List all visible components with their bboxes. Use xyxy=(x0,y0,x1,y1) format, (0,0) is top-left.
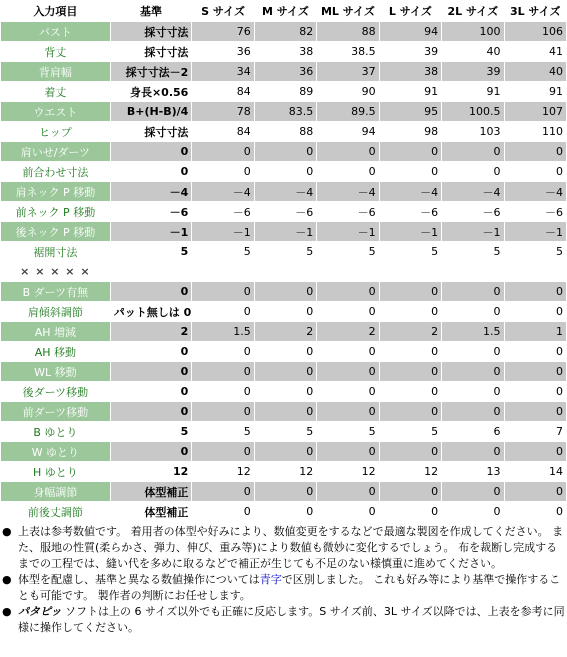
standard-cell: 0 xyxy=(111,362,192,381)
table-row xyxy=(1,162,566,181)
size-value-cell: 12 xyxy=(380,462,441,481)
standard-cell: 体型補正 xyxy=(111,482,192,501)
size-value-cell: 1.5 xyxy=(192,322,253,341)
size-value-cell: 103 xyxy=(442,122,503,141)
size-value-cell: 0 xyxy=(255,302,316,321)
size-value-cell: 41 xyxy=(505,42,566,61)
row-label: 前ダーツ移動 xyxy=(1,402,110,421)
size-value-cell: 36 xyxy=(192,42,253,61)
size-value-cell: 2 xyxy=(255,322,316,341)
row-label: 肩傾斜調節 xyxy=(1,302,110,321)
blue-text-keyword: 青字 xyxy=(259,573,282,586)
size-value-cell: 0 xyxy=(442,142,503,161)
size-value-cell: 107 xyxy=(505,102,566,121)
size-value-cell: 83.5 xyxy=(255,102,316,121)
size-value-cell: 0 xyxy=(192,302,253,321)
table-row xyxy=(1,142,566,161)
size-value-cell: 0 xyxy=(317,502,378,521)
size-value-cell: 94 xyxy=(317,122,378,141)
note-item xyxy=(0,604,567,636)
size-value-cell: 40 xyxy=(442,42,503,61)
standard-cell: 体型補正 xyxy=(111,502,192,521)
size-value-cell xyxy=(380,262,441,281)
size-value-cell: 88 xyxy=(255,122,316,141)
row-label: 裾開寸法 xyxy=(1,242,110,261)
standard-cell: 0 xyxy=(111,402,192,421)
size-value-cell: 0 xyxy=(317,482,378,501)
size-value-cell: －4 xyxy=(380,182,441,201)
size-value-cell: 0 xyxy=(442,382,503,401)
size-value-cell: 13 xyxy=(442,462,503,481)
standard-cell: B+(H-B)/4 xyxy=(111,102,192,121)
size-value-cell: －4 xyxy=(255,182,316,201)
standard-cell: 採寸寸法 xyxy=(111,42,192,61)
size-value-cell: －1 xyxy=(380,222,441,241)
header-standard: 基準 xyxy=(111,1,192,21)
size-value-cell: 38.5 xyxy=(317,42,378,61)
standard-cell: －4 xyxy=(111,182,192,201)
standard-cell: 採寸寸法 xyxy=(111,122,192,141)
size-value-cell: 84 xyxy=(192,82,253,101)
row-label: ウエスト xyxy=(1,102,110,121)
size-value-cell: 0 xyxy=(442,502,503,521)
size-value-cell: 0 xyxy=(442,482,503,501)
table-row xyxy=(1,82,566,101)
row-label: 前合わせ寸法 xyxy=(1,162,110,181)
size-value-cell: 100 xyxy=(442,22,503,41)
standard-cell: 身長×0.56 xyxy=(111,82,192,101)
size-value-cell: 0 xyxy=(505,162,566,181)
size-value-cell: 98 xyxy=(380,122,441,141)
size-value-cell: 0 xyxy=(255,362,316,381)
header-size-m: M サイズ xyxy=(255,1,316,21)
size-value-cell: 0 xyxy=(380,142,441,161)
row-label: B ゆとり xyxy=(1,422,110,441)
size-value-cell: 0 xyxy=(192,162,253,181)
size-value-cell: 38 xyxy=(255,42,316,61)
size-value-cell: 2 xyxy=(317,322,378,341)
size-value-cell: 0 xyxy=(317,342,378,361)
standard-cell: 0 xyxy=(111,162,192,181)
size-value-cell xyxy=(192,262,253,281)
size-value-cell: 5 xyxy=(192,422,253,441)
header-size-2l: 2L サイズ xyxy=(442,1,503,21)
size-value-cell: 0 xyxy=(192,442,253,461)
size-value-cell: 0 xyxy=(380,342,441,361)
size-value-cell: 5 xyxy=(380,242,441,261)
size-value-cell: 0 xyxy=(192,282,253,301)
size-value-cell: 84 xyxy=(192,122,253,141)
size-value-cell: 88 xyxy=(317,22,378,41)
table-row xyxy=(1,422,566,441)
standard-cell: 2 xyxy=(111,322,192,341)
size-value-cell: 0 xyxy=(442,162,503,181)
size-value-cell: 106 xyxy=(505,22,566,41)
size-value-cell: 0 xyxy=(442,402,503,421)
size-value-cell: 0 xyxy=(505,402,566,421)
row-label: 着丈 xyxy=(1,82,110,101)
standard-cell: 0 xyxy=(111,382,192,401)
row-label: ヒップ xyxy=(1,122,110,141)
size-value-cell: 39 xyxy=(442,62,503,81)
size-value-cell: 89 xyxy=(255,82,316,101)
size-value-cell: 0 xyxy=(380,402,441,421)
size-value-cell: 0 xyxy=(505,482,566,501)
size-value-cell: 0 xyxy=(505,302,566,321)
row-label: AH 移動 xyxy=(1,342,110,361)
size-value-cell: 91 xyxy=(442,82,503,101)
size-value-cell: 0 xyxy=(317,282,378,301)
size-value-cell: －1 xyxy=(255,222,316,241)
size-value-cell: 5 xyxy=(380,422,441,441)
standard-cell: －6 xyxy=(111,202,192,221)
size-value-cell: 0 xyxy=(505,442,566,461)
table-row xyxy=(1,202,566,221)
size-value-cell: －4 xyxy=(442,182,503,201)
size-value-cell: 0 xyxy=(255,382,316,401)
row-label: WL 移動 xyxy=(1,362,110,381)
table-row xyxy=(1,222,566,241)
table-row xyxy=(1,462,566,481)
size-value-cell: 5 xyxy=(255,422,316,441)
standard-cell: 0 xyxy=(111,282,192,301)
row-label: 背丈 xyxy=(1,42,110,61)
table-row xyxy=(1,22,566,41)
size-value-cell: 0 xyxy=(192,362,253,381)
table-row xyxy=(1,322,566,341)
size-value-cell: 100.5 xyxy=(442,102,503,121)
row-label: バスト xyxy=(1,22,110,41)
size-value-cell: 0 xyxy=(317,142,378,161)
size-value-cell xyxy=(255,262,316,281)
table-row xyxy=(1,342,566,361)
table-row xyxy=(1,282,566,301)
header-size-ml: ML サイズ xyxy=(317,1,378,21)
header-size-l: L サイズ xyxy=(380,1,441,21)
table-row xyxy=(1,402,566,421)
size-value-cell: 0 xyxy=(192,142,253,161)
header-input-item: 入力項目 xyxy=(1,1,110,21)
table-row xyxy=(1,262,566,281)
size-value-cell: 94 xyxy=(380,22,441,41)
table-row xyxy=(1,122,566,141)
row-label: H ゆとり xyxy=(1,462,110,481)
standard-cell: 採寸寸法－2 xyxy=(111,62,192,81)
size-value-cell: －4 xyxy=(317,182,378,201)
size-value-cell: 0 xyxy=(505,342,566,361)
standard-cell: 0 xyxy=(111,342,192,361)
table-row xyxy=(1,102,566,121)
size-value-cell: 78 xyxy=(192,102,253,121)
size-value-cell: 89.5 xyxy=(317,102,378,121)
standard-cell xyxy=(111,262,192,281)
size-value-cell: 37 xyxy=(317,62,378,81)
size-value-cell: －6 xyxy=(317,202,378,221)
size-value-cell: －4 xyxy=(192,182,253,201)
size-value-cell: 0 xyxy=(192,382,253,401)
row-label: 後ダーツ移動 xyxy=(1,382,110,401)
header-size-3l: 3L サイズ xyxy=(505,1,566,21)
size-value-cell: 0 xyxy=(255,162,316,181)
size-value-cell: 0 xyxy=(442,342,503,361)
size-value-cell: －6 xyxy=(255,202,316,221)
bullet-icon: ● xyxy=(2,525,12,538)
size-value-cell: 0 xyxy=(255,442,316,461)
size-value-cell: 0 xyxy=(317,362,378,381)
table-row xyxy=(1,382,566,401)
size-value-cell: －4 xyxy=(505,182,566,201)
standard-cell: パット無しは 0 xyxy=(111,302,192,321)
size-value-cell: 0 xyxy=(505,502,566,521)
table-row xyxy=(1,482,566,501)
row-label: 背肩幅 xyxy=(1,62,110,81)
note-text: 上表は参考数値です。 着用者の体型や好みにより、数値変更をするなどで最適な製図を作成してください。 また、服地の性質(柔らかさ、弾力、伸び、重み等)により数値も微妙に変化するでしょう。 布を裁断し完成するまでの工程では、縫い代を多めに取るなどで補正が生じても不足のない様慎重に進めてください。 xyxy=(18,525,564,570)
size-value-cell: 0 xyxy=(380,282,441,301)
table-row xyxy=(1,502,566,521)
size-value-cell: －6 xyxy=(442,202,503,221)
table-body xyxy=(1,22,566,521)
size-value-cell: 5 xyxy=(505,242,566,261)
header-size-s: S サイズ xyxy=(192,1,253,21)
table-row xyxy=(1,362,566,381)
standard-cell: 採寸寸法 xyxy=(111,22,192,41)
size-value-cell: 40 xyxy=(505,62,566,81)
size-value-cell: －6 xyxy=(505,202,566,221)
size-value-cell: －1 xyxy=(317,222,378,241)
size-value-cell: 0 xyxy=(380,442,441,461)
size-value-cell: 0 xyxy=(255,282,316,301)
size-value-cell: 39 xyxy=(380,42,441,61)
size-value-cell: 12 xyxy=(192,462,253,481)
size-value-cell: 0 xyxy=(317,382,378,401)
row-label: 肩ネック P 移動 xyxy=(1,182,110,201)
size-value-cell: 110 xyxy=(505,122,566,141)
size-value-cell: 0 xyxy=(380,482,441,501)
size-value-cell: 0 xyxy=(192,342,253,361)
standard-cell: －1 xyxy=(111,222,192,241)
size-value-cell: 0 xyxy=(380,502,441,521)
size-value-cell xyxy=(317,262,378,281)
notes-list xyxy=(0,524,567,636)
size-value-cell: 1 xyxy=(505,322,566,341)
size-value-cell: －1 xyxy=(505,222,566,241)
size-value-cell: 38 xyxy=(380,62,441,81)
size-value-cell: 5 xyxy=(442,242,503,261)
size-value-cell: 0 xyxy=(317,402,378,421)
table-row xyxy=(1,442,566,461)
bullet-icon: ● xyxy=(2,573,12,586)
size-value-cell: 76 xyxy=(192,22,253,41)
bullet-icon: ● xyxy=(2,605,12,618)
size-value-cell: 0 xyxy=(255,342,316,361)
size-value-cell: 0 xyxy=(380,382,441,401)
standard-cell: 12 xyxy=(111,462,192,481)
size-value-cell: －1 xyxy=(442,222,503,241)
row-label: 前ネック P 移動 xyxy=(1,202,110,221)
table-row xyxy=(1,42,566,61)
size-value-cell: 0 xyxy=(380,302,441,321)
size-value-cell: 36 xyxy=(255,62,316,81)
brand-name: パタピッ xyxy=(18,605,62,618)
size-value-cell: 12 xyxy=(255,462,316,481)
header-row xyxy=(1,1,566,21)
size-value-cell: 95 xyxy=(380,102,441,121)
size-value-cell xyxy=(442,262,503,281)
size-value-cell: 0 xyxy=(317,302,378,321)
row-label: × × × × × xyxy=(1,262,110,281)
size-value-cell: －1 xyxy=(192,222,253,241)
size-value-cell: 2 xyxy=(380,322,441,341)
size-value-cell: 14 xyxy=(505,462,566,481)
size-value-cell: 1.5 xyxy=(442,322,503,341)
size-value-cell: 90 xyxy=(317,82,378,101)
row-label: B ダーツ有無 xyxy=(1,282,110,301)
size-value-cell xyxy=(505,262,566,281)
row-label: AH 増減 xyxy=(1,322,110,341)
size-value-cell: 0 xyxy=(192,502,253,521)
size-value-cell: 5 xyxy=(255,242,316,261)
size-value-cell: －6 xyxy=(192,202,253,221)
row-label: W ゆとり xyxy=(1,442,110,461)
size-value-cell: 0 xyxy=(255,402,316,421)
note-text: 体型を配慮し、基準と異なる数値操作については xyxy=(18,573,260,586)
table-row xyxy=(1,62,566,81)
size-value-cell: 0 xyxy=(442,302,503,321)
size-value-cell: 0 xyxy=(380,362,441,381)
size-value-cell: 6 xyxy=(442,422,503,441)
size-value-cell: 0 xyxy=(505,282,566,301)
size-value-cell: 0 xyxy=(192,482,253,501)
size-value-cell: 0 xyxy=(505,382,566,401)
size-value-cell: 0 xyxy=(442,362,503,381)
size-value-cell: 12 xyxy=(317,462,378,481)
size-value-cell: 0 xyxy=(192,402,253,421)
size-value-cell: 0 xyxy=(255,482,316,501)
size-value-cell: 91 xyxy=(380,82,441,101)
size-value-cell: 91 xyxy=(505,82,566,101)
size-value-cell: 0 xyxy=(317,162,378,181)
note-text: で区別しました。 これも好み等により基準で操作することも可能です。 製作者の判断にお任せします。 xyxy=(18,573,561,602)
row-label: 前後丈調節 xyxy=(1,502,110,521)
table-row xyxy=(1,302,566,321)
size-value-cell: 0 xyxy=(317,442,378,461)
size-value-cell: 5 xyxy=(317,242,378,261)
size-value-cell: 7 xyxy=(505,422,566,441)
size-value-cell: 0 xyxy=(442,282,503,301)
standard-cell: 5 xyxy=(111,242,192,261)
standard-cell: 0 xyxy=(111,442,192,461)
size-value-cell: 34 xyxy=(192,62,253,81)
table-row xyxy=(1,182,566,201)
row-label: 後ネック P 移動 xyxy=(1,222,110,241)
size-value-cell: 5 xyxy=(192,242,253,261)
size-value-cell: 0 xyxy=(442,442,503,461)
note-item xyxy=(0,572,567,604)
row-label: 肩いせ/ダーツ xyxy=(1,142,110,161)
size-value-cell: 0 xyxy=(505,142,566,161)
size-value-cell: 0 xyxy=(255,502,316,521)
size-value-cell: 5 xyxy=(317,422,378,441)
row-label: 身幅調節 xyxy=(1,482,110,501)
note-text: ソフトは上の 6 サイズ以外でも正確に反応します。S サイズ前、3L サイズ以降では、上表を参考に同様に操作してください。 xyxy=(18,605,565,634)
note-item xyxy=(0,524,567,572)
size-value-cell: 82 xyxy=(255,22,316,41)
size-value-cell: 0 xyxy=(505,362,566,381)
size-value-cell: 0 xyxy=(380,162,441,181)
table-row xyxy=(1,242,566,261)
size-value-cell: 0 xyxy=(255,142,316,161)
standard-cell: 5 xyxy=(111,422,192,441)
size-value-cell: －6 xyxy=(380,202,441,221)
standard-cell: 0 xyxy=(111,142,192,161)
